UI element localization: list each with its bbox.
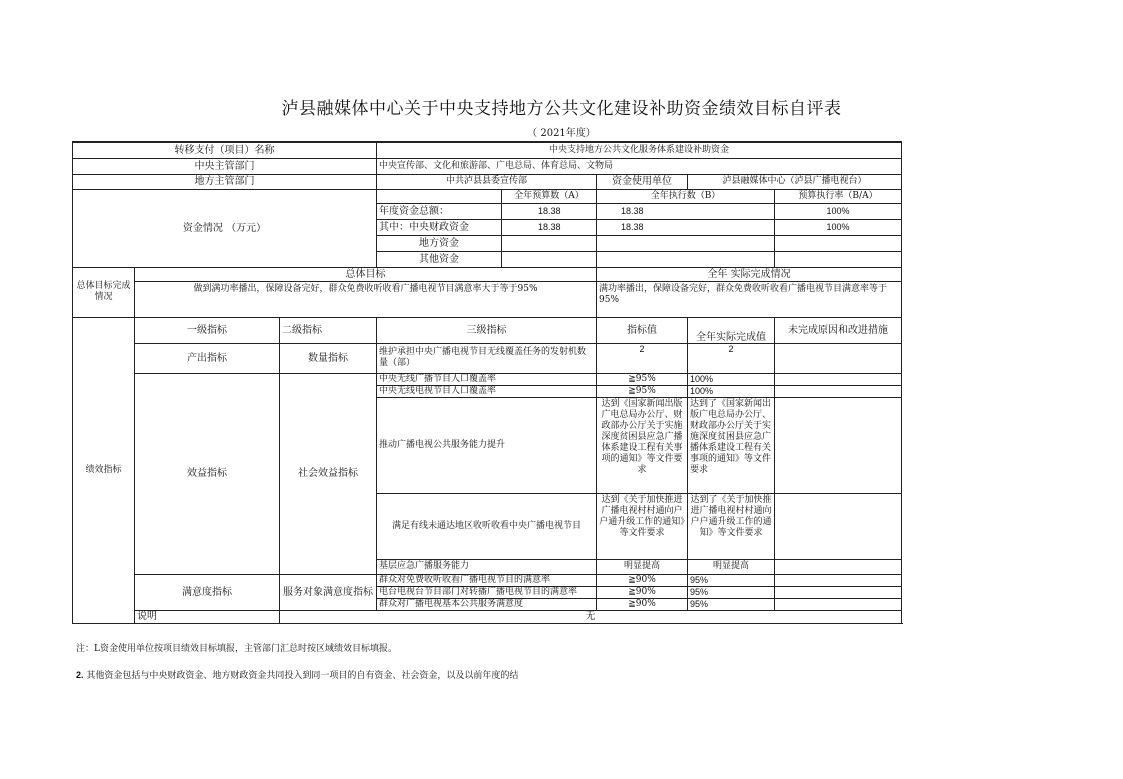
- project-name-value: 中央支持地方公共文化服务体系建设补助资金: [377, 142, 902, 158]
- fund-header-rate: 预算执行率（B/A）: [775, 189, 902, 203]
- benefit-reason: [775, 559, 902, 574]
- satisfaction-reason: [775, 574, 902, 586]
- perf-header-reason: 未完成原因和改进措施: [775, 317, 902, 343]
- self-evaluation-table: [72, 141, 902, 624]
- fund-row-rate: [775, 251, 902, 267]
- fund-label: 资金情况 （万元）: [73, 189, 377, 267]
- note-2: [76, 668, 518, 681]
- satisfaction-level3: 群众对免费收听收看广播电视节目的满意率: [377, 574, 597, 586]
- perf-header-actual: 全年实际完成值: [688, 317, 775, 343]
- benefit-level3: 推动广播电视公共服务能力提升: [377, 397, 597, 493]
- row-remark: [73, 610, 902, 623]
- row-output: [73, 343, 902, 373]
- benefit-target: ≧95%: [597, 385, 688, 397]
- fund-row-budget: 18.38: [502, 219, 597, 235]
- fund-row-actual: [597, 235, 775, 251]
- satisfaction-actual: 95%: [688, 598, 775, 610]
- output-target: 2: [597, 343, 688, 373]
- output-level1: 产出指标: [135, 343, 280, 373]
- central-dept-value: 中央宣传部、文化和旅游部、广电总局、体育总局、文物局: [377, 158, 902, 174]
- row-goal-header: [73, 267, 902, 281]
- remark-value: 无: [280, 610, 902, 623]
- fund-header-budget: 全年预算数（A）: [502, 189, 597, 203]
- note-2-number: 2.: [76, 670, 84, 680]
- local-dept-label: 地方主管部门: [73, 174, 377, 189]
- benefit-reason: [775, 373, 902, 385]
- row-fund-header: [73, 189, 902, 203]
- output-level2: 数量指标: [280, 343, 377, 373]
- satisfaction-level3: 群众对广播电视基本公共服务满意度: [377, 598, 597, 610]
- row-benefit: [73, 373, 902, 385]
- fund-header-blank: [377, 189, 502, 203]
- benefit-actual: 达到了《国家新闻出版广电总局办公厅、财政部办公厅关于实施深度贫困县应急广播体系建设工程有关事项的通知》等文件要求: [688, 397, 775, 493]
- fund-row-label: 其他资金: [377, 251, 502, 267]
- perf-header-level1: 一级指标: [135, 317, 280, 343]
- note-2-text: 其他资金包括与中央财政资金、地方财政资金共同投入到同一项目的自有资金、社会资金，以及以前年度的结: [86, 671, 519, 681]
- benefit-target: 达到《关于加快推进广播电视村村通向户户通升级工作的通知》等文件要求: [597, 493, 688, 559]
- output-actual: 2: [688, 343, 775, 373]
- output-level3: 维护承担中央广播电视节目无线覆盖任务的发射机数量（部）: [377, 343, 597, 373]
- benefit-level2: 社会效益指标: [280, 373, 377, 574]
- fund-row-budget: [502, 251, 597, 267]
- benefit-actual: 100%: [688, 373, 775, 385]
- goal-target-text: 做到满功率播出，保障设备完好，群众免费收听收看广播电视节目满意率大于等于95%: [135, 281, 597, 317]
- goal-actual-header: 全年 实际完成情况: [597, 267, 902, 281]
- benefit-level1: 效益指标: [135, 373, 280, 574]
- fund-header-actual: 全年执行数（B）: [597, 189, 775, 203]
- benefit-actual: 明显提高: [688, 559, 775, 574]
- fund-row-label: 年度资金总额：: [377, 203, 502, 219]
- perf-header-level2: 二级指标: [280, 317, 377, 343]
- benefit-reason: [775, 385, 902, 397]
- row-satisfaction: [73, 574, 902, 586]
- central-dept-label: 中央主管部门: [73, 158, 377, 174]
- project-name-label: 转移支付（项目）名称: [73, 142, 377, 158]
- perf-row-label: 绩效指标: [73, 317, 135, 623]
- benefit-actual: 达到了《关于加快推进广播电视村村通向户户通升级工作的通知》等文件要求: [688, 493, 775, 559]
- satisfaction-target: ≧90%: [597, 598, 688, 610]
- benefit-level3: 中央无线电视节目人口覆盖率: [377, 385, 597, 397]
- fund-row-rate: 100%: [775, 203, 902, 219]
- fund-row-rate: 100%: [775, 219, 902, 235]
- satisfaction-target: ≧90%: [597, 574, 688, 586]
- satisfaction-actual: 95%: [688, 586, 775, 598]
- fund-row-label: 其中：中央财政资金: [377, 219, 502, 235]
- perf-header-target: 指标值: [597, 317, 688, 343]
- benefit-reason: [775, 493, 902, 559]
- row-central-dept: [73, 158, 902, 174]
- row-goal-content: [73, 281, 902, 317]
- satisfaction-actual: 95%: [688, 574, 775, 586]
- output-reason: [775, 343, 902, 373]
- satisfaction-reason: [775, 598, 902, 610]
- benefit-level3: 中央无线广播节目人口覆盖率: [377, 373, 597, 385]
- row-perf-header: [73, 317, 902, 343]
- row-project-name: [73, 142, 902, 158]
- fund-row-actual: 18.38: [597, 203, 775, 219]
- satisfaction-level2: 服务对象满意度指标: [280, 574, 377, 610]
- perf-header-level3: 三级指标: [377, 317, 597, 343]
- local-dept-value: 中共泸县县委宣传部: [377, 174, 597, 189]
- fund-unit-value: 泸县融媒体中心（泸县广播电视台）: [688, 174, 902, 189]
- benefit-target: ≧95%: [597, 373, 688, 385]
- fund-row-rate: [775, 235, 902, 251]
- goal-actual-text: 满功率播出，保障设备完好，群众免费收听收看广播电视节目满意率等于95%: [597, 281, 902, 317]
- benefit-level3: 基层应急广播服务能力: [377, 559, 597, 574]
- note-1: 注：L资金使用单位按项目绩效目标填报，主管部门汇总时按区域绩效目标填报。: [76, 644, 397, 654]
- fund-row-budget: [502, 235, 597, 251]
- fund-unit-label: 资金使用单位: [597, 174, 688, 189]
- benefit-target: 达到《国家新闻出版广电总局办公厅、财政部办公厅关于实施深度贫困县应急广播体系建设工程有关事项的通知》等文件要求: [597, 397, 688, 493]
- benefit-reason: [775, 397, 902, 493]
- goal-target-header: 总体目标: [135, 267, 597, 281]
- remark-label: 说明: [135, 610, 280, 623]
- fund-row-actual: [597, 251, 775, 267]
- page-title: 泸县融媒体中心关于中央支持地方公共文化建设补助资金绩效目标自评表: [281, 99, 842, 119]
- fund-row-label: 地方资金: [377, 235, 502, 251]
- benefit-actual: 100%: [688, 385, 775, 397]
- satisfaction-reason: [775, 586, 902, 598]
- benefit-target: 明显提高: [597, 559, 688, 574]
- report-year: （ 2021年度）: [527, 128, 596, 139]
- fund-row-actual: 18.38: [597, 219, 775, 235]
- row-local-dept: [73, 174, 902, 189]
- benefit-level3: 满足有线未通达地区收听收看中央广播电视节目: [377, 493, 597, 559]
- satisfaction-level3: 电台电视台节目部门对转播广播电视节目的满意率: [377, 586, 597, 598]
- satisfaction-target: ≧90%: [597, 586, 688, 598]
- goal-row-label: 总体目标完成情况: [73, 267, 135, 317]
- fund-row-budget: 18.38: [502, 203, 597, 219]
- satisfaction-level1: 满意度指标: [135, 574, 280, 610]
